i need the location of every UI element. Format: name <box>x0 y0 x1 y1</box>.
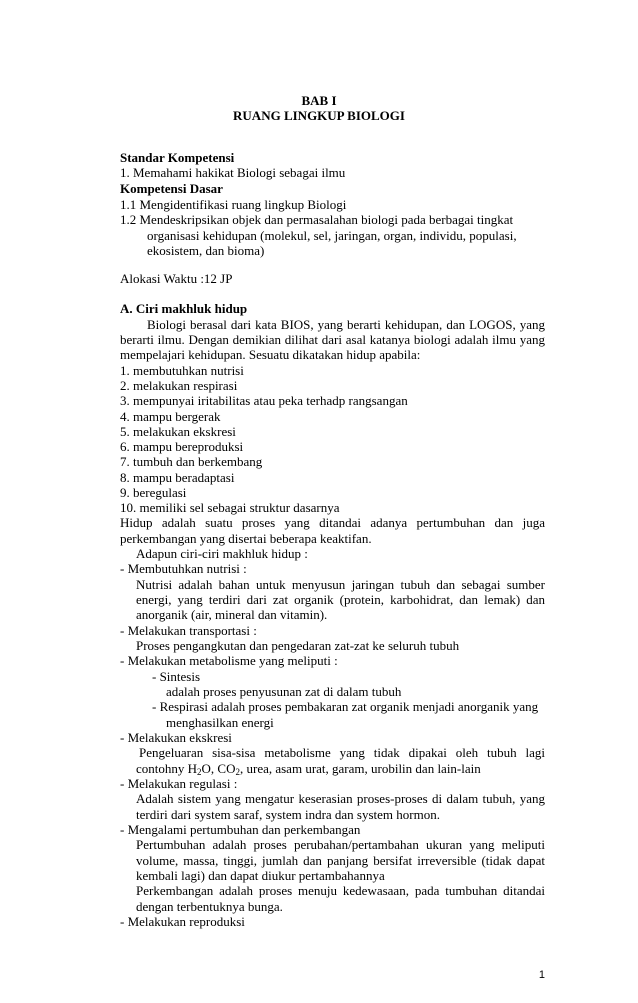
standar-kompetensi-label: Standar Kompetensi <box>120 150 235 165</box>
bullet-heading: - Melakukan transportasi : <box>120 623 257 638</box>
kompetensi-dasar-label: Kompetensi Dasar <box>120 181 223 196</box>
bullet-heading: - Melakukan metabolisme yang meliputi : <box>120 653 338 668</box>
sub-bullet: - Respirasi adalah proses pembakaran zat organik menjadi anorganik yang <box>152 699 539 714</box>
page-number: 1 <box>538 969 545 981</box>
paragraph-line: dengan terbentuknya bunga. <box>136 899 283 914</box>
paragraph-line: Proses pengangkutan dan pengedaran zat-zat ke seluruh tubuh <box>136 638 460 653</box>
paragraph-line: kembali lagi) dan dapat diukur pertambahannya <box>136 868 385 883</box>
list-item: 4. mampu bergerak <box>120 409 221 424</box>
paragraph-line: Pertumbuhan adalah proses perubahan/pertambahan ukuran yang meliputi <box>136 837 545 852</box>
paragraph-line: anorganik (air, mineral dan vitamin). <box>136 607 328 622</box>
paragraph-line: perkembangan yang disertai beberapa keaktifan. <box>120 531 372 546</box>
alokasi-waktu: Alokasi Waktu :12 JP <box>120 271 233 286</box>
paragraph-line: Adalah sistem yang mengatur keserasian proses-proses di dalam tubuh, yang <box>136 791 545 806</box>
paragraph-line: energi, yang terdiri dari zat organik (protein, karbohidrat, dan lemak) dan <box>136 592 545 607</box>
paragraph-line: terdiri dari system saraf, system indra dan system hormon. <box>136 807 440 822</box>
bullet-heading: - Mengalami pertumbuhan dan perkembangan <box>120 822 361 837</box>
paragraph-line: Perkembangan adalah proses menuju kedewasaan, pada tumbuhan ditandai <box>136 883 545 898</box>
kompetensi-item: 1.2 Mendeskripsikan objek dan permasalahan biologi pada berbagai tingkat <box>120 212 514 227</box>
list-item: 9. beregulasi <box>120 485 187 500</box>
section-a-heading: A. Ciri makhluk hidup <box>120 301 248 316</box>
paragraph-line: menghasilkan energi <box>166 715 274 730</box>
paragraph-line: Hidup adalah suatu proses yang ditandai adanya pertumbuhan dan juga <box>120 515 545 530</box>
paragraph-line-formula: contohny $H_2O$, $CO_2$, urea, asam urat, garam, urobilin dan lain-lain <box>136 761 481 777</box>
list-item: 6. mampu bereproduksi <box>120 439 244 454</box>
paragraph-line: Pengeluaran sisa-sisa metabolisme yang tidak dipakai oleh tubuh lagi <box>139 745 545 760</box>
paragraph-line: Nutrisi adalah bahan untuk menyusun jaringan tubuh dan sebagai sumber <box>136 577 545 592</box>
list-item: 5. melakukan ekskresi <box>120 424 236 439</box>
paragraph-line: volume, massa, tinggi, jumlah dan panjang bersifat irreversible (tidak dapat <box>136 853 545 868</box>
bullet-heading: - Melakukan ekskresi <box>120 730 232 745</box>
list-item: 3. mempunyai iritabilitas atau peka terhadp rangsangan <box>120 393 408 408</box>
kompetensi-item: 1.1 Mengidentifikasi ruang lingkup Biologi <box>120 197 347 212</box>
bullet-heading: - Membutuhkan nutrisi : <box>120 561 247 576</box>
kompetensi-item-cont: organisasi kehidupan (molekul, sel, jaringan, organ, individu, populasi, <box>147 228 517 243</box>
paragraph-line: Adapun ciri-ciri makhluk hidup : <box>136 546 308 561</box>
paragraph-line: Biologi berasal dari kata BIOS, yang berarti kehidupan, dan LOGOS, yang <box>147 317 545 332</box>
chapter-number: BAB I <box>301 93 337 108</box>
chapter-title: RUANG LINGKUP BIOLOGI <box>233 108 405 123</box>
paragraph-line: adalah proses penyusunan zat di dalam tubuh <box>166 684 402 699</box>
standar-item: 1. Memahami hakikat Biologi sebagai ilmu <box>120 165 346 180</box>
list-item: 10. memiliki sel sebagai struktur dasarnya <box>120 500 340 515</box>
sub-bullet: - Sintesis <box>152 669 201 684</box>
list-item: 8. mampu beradaptasi <box>120 470 235 485</box>
kompetensi-item-cont: ekosistem, dan bioma) <box>147 243 265 258</box>
paragraph-line: mempelajari kehidupan. Sesuatu dikatakan hidup apabila: <box>120 347 421 362</box>
bullet-heading: - Melakukan reproduksi <box>120 914 245 929</box>
bullet-heading: - Melakukan regulasi : <box>120 776 238 791</box>
list-item: 7. tumbuh dan berkembang <box>120 454 263 469</box>
paragraph-line: berarti ilmu. Dengan demikian dilihat dari asal katanya biologi adalah ilmu yang <box>120 332 545 347</box>
list-item: 1. membutuhkan nutrisi <box>120 363 244 378</box>
list-item: 2. melakukan respirasi <box>120 378 238 393</box>
